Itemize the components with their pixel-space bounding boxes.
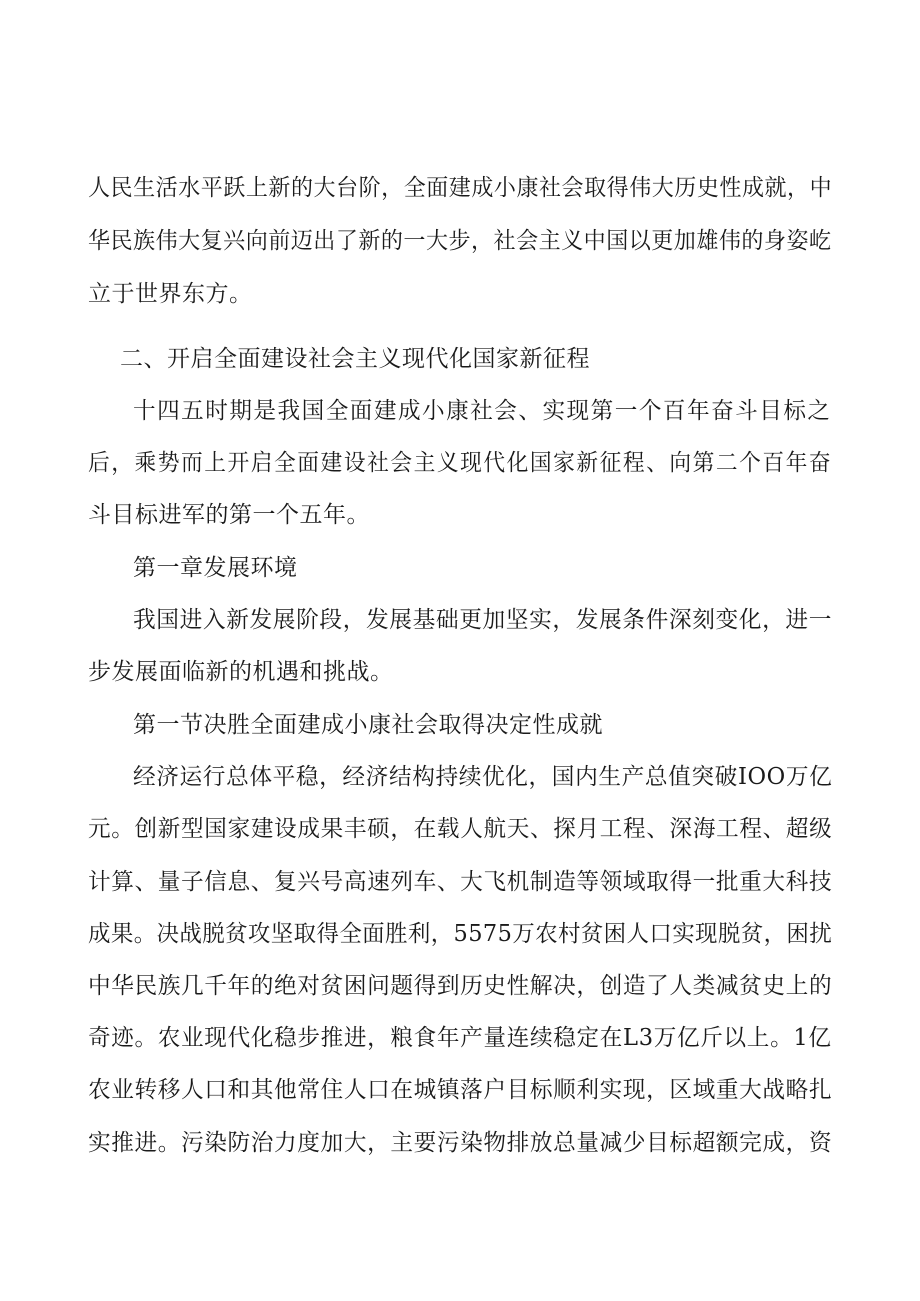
paragraph-line: 人民生活水平跃上新的大台阶，全面建成小康社会取得伟大历史性成就，中 bbox=[88, 175, 833, 201]
section-heading: 二、开启全面建设社会主义现代化国家新征程 bbox=[120, 346, 590, 372]
paragraph-line: 奇迹。农业现代化稳步推进，粮食年产量连续稳定在L3万亿斤以上。1亿 bbox=[88, 1025, 832, 1051]
paragraph-line: 我国进入新发展阶段，发展基础更加坚实，发展条件深刻变化，进一 bbox=[133, 607, 832, 633]
paragraph-line: 斗目标进军的第一个五年。 bbox=[88, 502, 370, 528]
paragraph-line: 计算、量子信息、复兴号高速列车、大飞机制造等领域取得一批重大科技 bbox=[88, 869, 833, 895]
paragraph-line: 中华民族几千年的绝对贫困问题得到历史性解决，创造了人类减贫史上的 bbox=[88, 973, 833, 999]
paragraph-line: 农业转移人口和其他常住人口在城镇落户目标顺利实现，区域重大战略扎 bbox=[88, 1077, 833, 1103]
paragraph-line: 经济运行总体平稳，经济结构持续优化，国内生产总值突破IOO万亿 bbox=[133, 764, 833, 790]
paragraph-line: 成果。决战脱贫攻坚取得全面胜利，5575万农村贫困人口实现脱贫，困扰 bbox=[88, 921, 833, 947]
paragraph-line: 立于世界东方。 bbox=[88, 281, 253, 307]
section-heading: 第一节决胜全面建成小康社会取得决定性成就 bbox=[133, 712, 603, 738]
paragraph-line: 华民族伟大复兴向前迈出了新的一大步，社会主义中国以更加雄伟的身姿屹 bbox=[88, 228, 832, 254]
paragraph-line: 步发展面临新的机遇和挑战。 bbox=[88, 659, 394, 685]
paragraph-line: 元。创新型国家建设成果丰硕，在载人航天、探月工程、深海工程、超级 bbox=[88, 816, 833, 842]
paragraph-line: 后，乘势而上开启全面建设社会主义现代化国家新征程、向第二个百年奋 bbox=[88, 450, 833, 476]
chapter-heading: 第一章发展环境 bbox=[133, 555, 298, 581]
paragraph-line: 十四五时期是我国全面建成小康社会、实现第一个百年奋斗目标之 bbox=[133, 398, 832, 424]
paragraph-line: 实推进。污染防治力度加大，主要污染物排放总量减少目标超额完成，资 bbox=[88, 1130, 833, 1156]
